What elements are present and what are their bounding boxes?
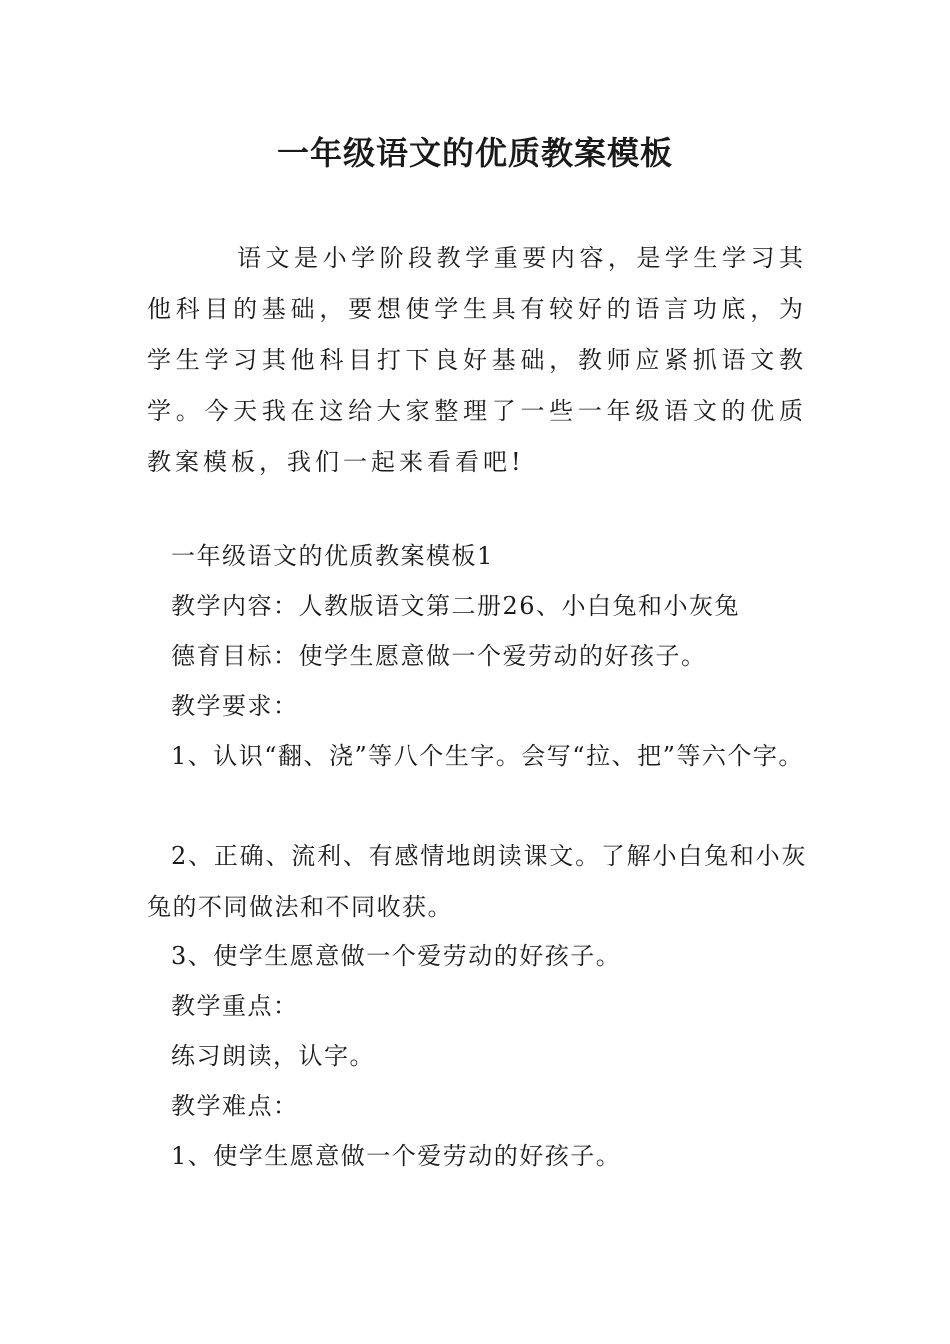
key-points-text: 练习朗读，认字。: [171, 1042, 375, 1070]
section-heading: 一年级语文的优质教案模板1: [171, 542, 494, 570]
difficulties-label: 教学难点：: [171, 1092, 299, 1120]
teaching-content: 教学内容：人教版语文第二册26、小白兔和小灰兔: [171, 592, 741, 620]
requirement-item: 2、正确、流利、有感情地朗读课文。了解小白兔和小灰兔的不同做法和不同收获。: [147, 842, 807, 921]
difficulty-item: 1、使学生愿意做一个爱劳动的好孩子。: [171, 1142, 622, 1170]
document-title: 一年级语文的优质教案模板: [276, 134, 673, 172]
requirement-item: 1、认识“翻、浇”等八个生字。会写“拉、把”等六个字。: [171, 742, 804, 770]
moral-goal: 德育目标：使学生愿意做一个爱劳动的好孩子。: [171, 642, 707, 670]
requirements-label: 教学要求：: [171, 692, 299, 720]
key-points-label: 教学重点：: [171, 992, 299, 1020]
requirement-item: 3、使学生愿意做一个爱劳动的好孩子。: [171, 942, 622, 970]
intro-paragraph: 语文是小学阶段教学重要内容，是学生学习其他科目的基础，要想使学生具有较好的语言功底，为学生学习其他科目打下良好基础，教师应紧抓语文教学。今天我在这给大家整理了一些一年级语文的优质教案模板，我们一起来看看吧!: [147, 244, 807, 476]
